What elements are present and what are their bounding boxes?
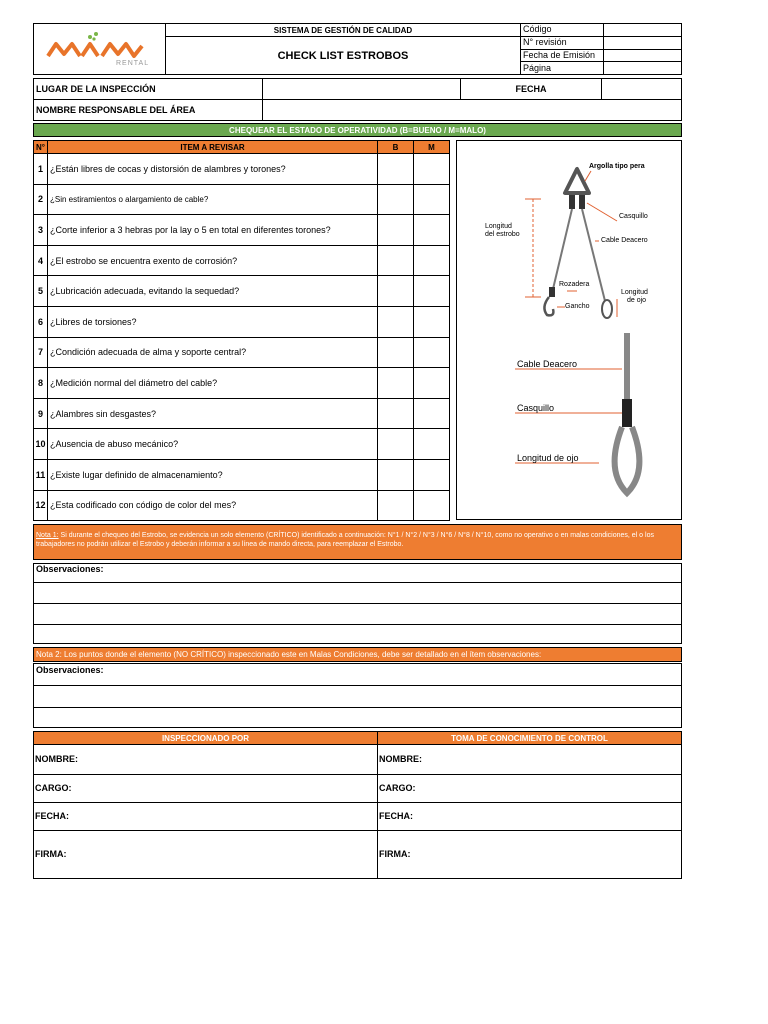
check-m[interactable] bbox=[414, 306, 450, 337]
check-m[interactable] bbox=[414, 429, 450, 460]
check-m[interactable] bbox=[414, 398, 450, 429]
label-casquillo-bottom: Casquillo bbox=[517, 403, 555, 413]
table-row bbox=[34, 184, 450, 215]
check-b[interactable] bbox=[378, 276, 414, 307]
check-m[interactable] bbox=[414, 459, 450, 490]
info-table bbox=[33, 78, 682, 120]
label-ojo-2: de ojo bbox=[627, 297, 647, 304]
meta-value[interactable] bbox=[604, 62, 682, 75]
checklist-banner: CHEQUEAR EL ESTADO DE OPERATIVIDAD (B=BUENO / M=MALO) bbox=[33, 123, 682, 137]
item-text: ¿Condición adecuada de alma y soporte central? bbox=[48, 337, 378, 368]
control-role-field[interactable]: CARGO: bbox=[378, 775, 682, 803]
note-1-prefix: Nota 1: bbox=[36, 532, 59, 539]
item-text: ¿Medición normal del diámetro del cable? bbox=[48, 368, 378, 399]
observations-2-label: Observaciones: bbox=[34, 664, 681, 686]
inspector-name-field[interactable]: NOMBRE: bbox=[34, 745, 378, 775]
meta-value[interactable] bbox=[604, 49, 682, 62]
sling-diagram bbox=[456, 140, 682, 520]
item-number: 6 bbox=[34, 306, 48, 337]
item-number: 5 bbox=[34, 276, 48, 307]
table-row bbox=[34, 429, 450, 460]
note-1-text: Si durante el chequeo del Estrobo, se evidencia un solo elemento (CRÍTICO) identificado a continuación: N°1 / N°2 / N°3 / N°6 / N°8 / N°10, como no operativo o en malas condiciones, el o los trabajadores no podrán utilizar el Estrobo y deberán informar a su línea de mando directa, para reemplazar el Estrobo. bbox=[36, 532, 654, 548]
item-number: 11 bbox=[34, 459, 48, 490]
observations-2-line[interactable] bbox=[34, 708, 681, 728]
check-m[interactable] bbox=[414, 184, 450, 215]
system-title: SISTEMA DE GESTIÓN DE CALIDAD bbox=[166, 24, 520, 37]
check-b[interactable] bbox=[378, 459, 414, 490]
document-title: CHECK LIST ESTROBOS bbox=[277, 49, 409, 62]
item-text: ¿Ausencia de abuso mecánico? bbox=[48, 429, 378, 460]
observations-1-label: Observaciones: bbox=[34, 564, 681, 583]
table-row bbox=[34, 337, 450, 368]
label-casquillo-top: Casquillo bbox=[619, 213, 648, 220]
item-text: ¿Libres de torsiones? bbox=[48, 306, 378, 337]
control-date-field[interactable]: FECHA: bbox=[378, 803, 682, 831]
item-number: 8 bbox=[34, 368, 48, 399]
date-label: FECHA bbox=[461, 79, 602, 100]
table-row bbox=[34, 490, 450, 521]
table-row bbox=[34, 215, 450, 246]
control-name-field[interactable]: NOMBRE: bbox=[378, 745, 682, 775]
col-item-header: ITEM A REVISAR bbox=[48, 141, 378, 154]
note-1 bbox=[33, 524, 682, 560]
table-row bbox=[34, 245, 450, 276]
observations-1-line[interactable] bbox=[34, 625, 681, 644]
check-m[interactable] bbox=[414, 337, 450, 368]
observations-2-line[interactable] bbox=[34, 686, 681, 708]
label-gancho: Gancho bbox=[565, 303, 590, 310]
check-b[interactable] bbox=[378, 490, 414, 521]
item-number: 9 bbox=[34, 398, 48, 429]
acknowledged-by-title: TOMA DE CONOCIMIENTO DE CONTROL bbox=[378, 732, 682, 745]
observations-1 bbox=[33, 563, 682, 644]
item-text: ¿Alambres sin desgastes? bbox=[48, 398, 378, 429]
check-b[interactable] bbox=[378, 337, 414, 368]
item-text: ¿Lubricación adecuada, evitando la sequedad? bbox=[48, 276, 378, 307]
item-text: ¿El estrobo se encuentra exento de corrosión? bbox=[48, 245, 378, 276]
item-text: ¿Existe lugar definido de almacenamiento? bbox=[48, 459, 378, 490]
responsible-field[interactable] bbox=[263, 100, 682, 121]
check-m[interactable] bbox=[414, 276, 450, 307]
table-row bbox=[34, 276, 450, 307]
label-ojo-1: Longitud bbox=[621, 289, 648, 296]
item-number: 7 bbox=[34, 337, 48, 368]
cable-eye-icon bbox=[515, 333, 639, 493]
meta-label: Página bbox=[521, 62, 604, 75]
check-b[interactable] bbox=[378, 398, 414, 429]
col-m-header: M bbox=[414, 141, 450, 154]
inspected-by-title: INSPECCIONADO POR bbox=[34, 732, 378, 745]
place-field[interactable] bbox=[263, 79, 461, 100]
observations-2 bbox=[33, 663, 682, 728]
item-text: ¿Están libres de cocas y distorsión de alambres y torones? bbox=[48, 154, 378, 185]
meta-label: Fecha de Emisión bbox=[521, 49, 604, 62]
control-signature-field[interactable]: FIRMA: bbox=[378, 831, 682, 879]
responsible-label: NOMBRE RESPONSABLE DEL ÁREA bbox=[34, 100, 263, 121]
checklist-table bbox=[33, 140, 450, 520]
check-b[interactable] bbox=[378, 154, 414, 185]
check-m[interactable] bbox=[414, 215, 450, 246]
label-cable-top: Cable Deacero bbox=[601, 237, 648, 244]
table-row bbox=[34, 154, 450, 185]
meta-value[interactable] bbox=[604, 36, 682, 49]
check-b[interactable] bbox=[378, 184, 414, 215]
label-ojo-bottom: Longitud de ojo bbox=[517, 453, 579, 463]
check-b[interactable] bbox=[378, 429, 414, 460]
check-b[interactable] bbox=[378, 306, 414, 337]
note-2: Nota 2: Los puntos donde el elemento (NO CRÍTICO) inspeccionado este en Malas Condiciones, debe ser detallado en el ítem observaciones: bbox=[33, 647, 682, 662]
meta-value[interactable] bbox=[604, 24, 682, 37]
check-m[interactable] bbox=[414, 154, 450, 185]
check-m[interactable] bbox=[414, 490, 450, 521]
item-number: 2 bbox=[34, 184, 48, 215]
check-b[interactable] bbox=[378, 368, 414, 399]
meta-label: N° revisión bbox=[521, 36, 604, 49]
label-longitud-estrobo-2: del estrobo bbox=[485, 231, 520, 238]
inspector-role-field[interactable]: CARGO: bbox=[34, 775, 378, 803]
item-text: ¿Esta codificado con código de color del mes? bbox=[48, 490, 378, 521]
inspector-signature-field[interactable]: FIRMA: bbox=[34, 831, 378, 879]
meta-label: Código bbox=[521, 24, 604, 37]
item-number: 1 bbox=[34, 154, 48, 185]
table-row bbox=[34, 459, 450, 490]
logo-text: RENTAL bbox=[116, 60, 150, 67]
check-m[interactable] bbox=[414, 368, 450, 399]
check-b[interactable] bbox=[378, 245, 414, 276]
inspector-date-field[interactable]: FECHA: bbox=[34, 803, 378, 831]
logo bbox=[34, 24, 166, 74]
place-label: LUGAR DE LA INSPECCIÓN bbox=[34, 79, 263, 100]
col-num-header: N° bbox=[34, 141, 48, 154]
table-row bbox=[34, 368, 450, 399]
label-longitud-estrobo-1: Longitud bbox=[485, 223, 512, 230]
col-b-header: B bbox=[378, 141, 414, 154]
label-argolla: Argolla tipo pera bbox=[589, 163, 645, 170]
observations-1-line[interactable] bbox=[34, 583, 681, 604]
table-row bbox=[34, 398, 450, 429]
signature-table bbox=[33, 731, 682, 879]
date-field[interactable] bbox=[602, 79, 682, 100]
check-b[interactable] bbox=[378, 215, 414, 246]
item-number: 10 bbox=[34, 429, 48, 460]
item-number: 12 bbox=[34, 490, 48, 521]
meta-table bbox=[520, 23, 682, 75]
item-number: 4 bbox=[34, 245, 48, 276]
label-cable-bottom: Cable Deacero bbox=[517, 359, 578, 369]
item-text: ¿Corte inferior a 3 hebras por la lay o 5 en total en diferentes torones? bbox=[48, 215, 378, 246]
item-text: ¿Sin estiramientos o alargamiento de cable? bbox=[48, 184, 378, 215]
label-rozadera: Rozadera bbox=[559, 281, 590, 288]
table-row bbox=[34, 306, 450, 337]
observations-1-line[interactable] bbox=[34, 604, 681, 625]
check-m[interactable] bbox=[414, 245, 450, 276]
item-number: 3 bbox=[34, 215, 48, 246]
